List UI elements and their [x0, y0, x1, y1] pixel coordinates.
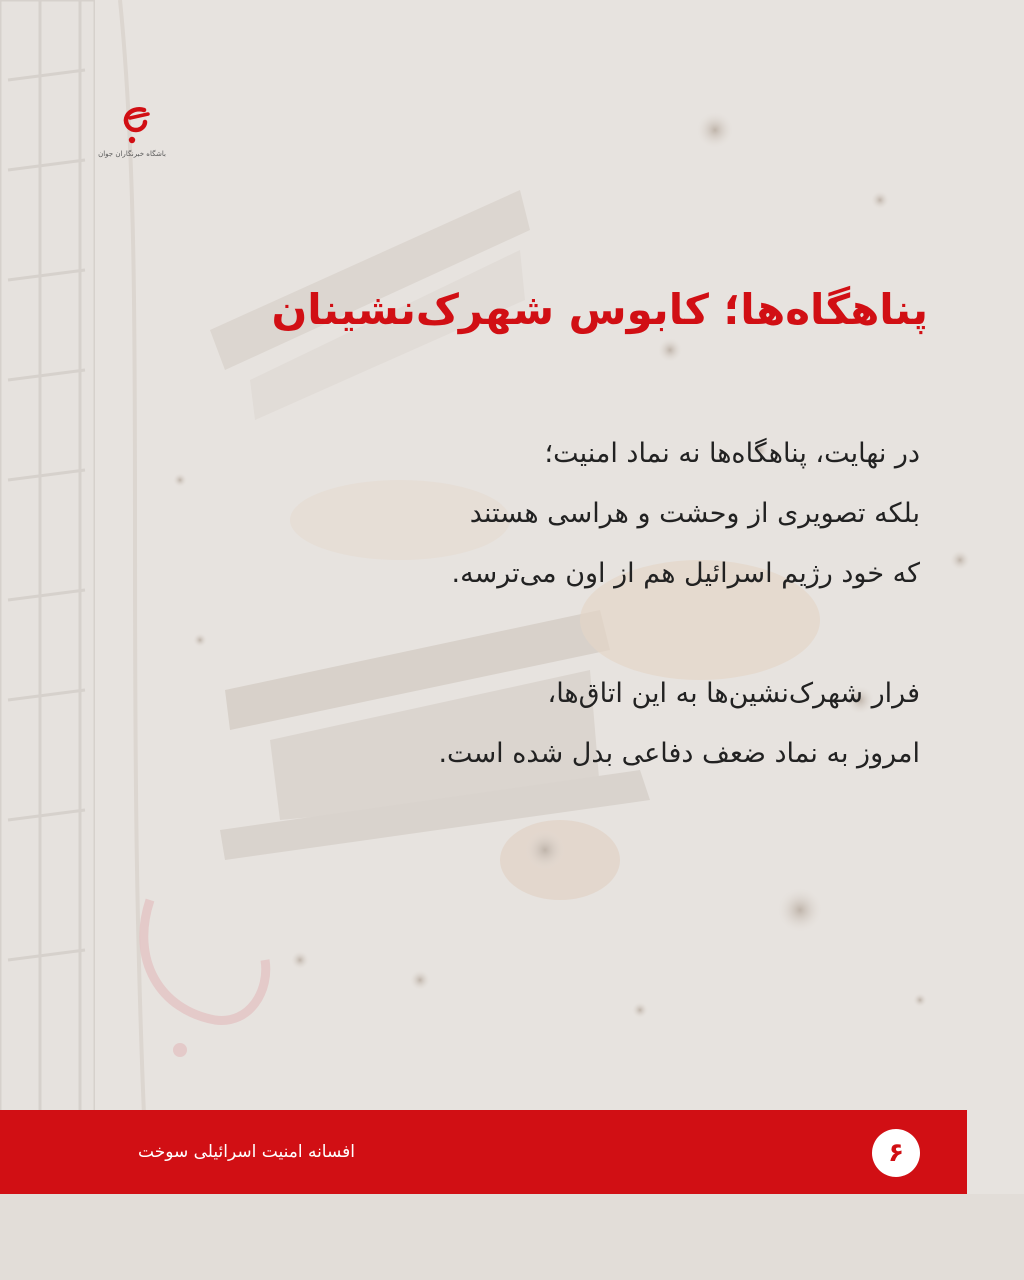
series-title: افسانه امنیت اسرائیلی سوخت: [138, 1142, 355, 1162]
footer-bar: [0, 1110, 967, 1194]
brand-logo: [92, 100, 172, 158]
page-title: پناهگاه‌ها؛ کابوس شهرک‌نشینان: [271, 285, 928, 334]
body-line: امروز به نماد ضعف دفاعی بدل شده است.: [438, 738, 920, 769]
paragraph-spacer: [100, 604, 920, 664]
body-line: فرار شهرک‌نشین‌ها به این اتاق‌ها،: [547, 678, 920, 709]
body-line: که خود رژیم اسرائیل هم از اون می‌ترسه.: [451, 558, 920, 589]
page-number-badge: ۶: [872, 1129, 920, 1177]
body-text: [100, 424, 920, 784]
body-line: در نهایت، پناهگاه‌ها نه نماد امنیت؛: [544, 438, 920, 469]
brand-logo-icon: [108, 100, 156, 148]
body-line: بلکه تصویری از وحشت و هراسی هستند: [469, 498, 920, 529]
brand-logo-caption: باشگاه خبرنگاران جوان: [98, 150, 166, 158]
